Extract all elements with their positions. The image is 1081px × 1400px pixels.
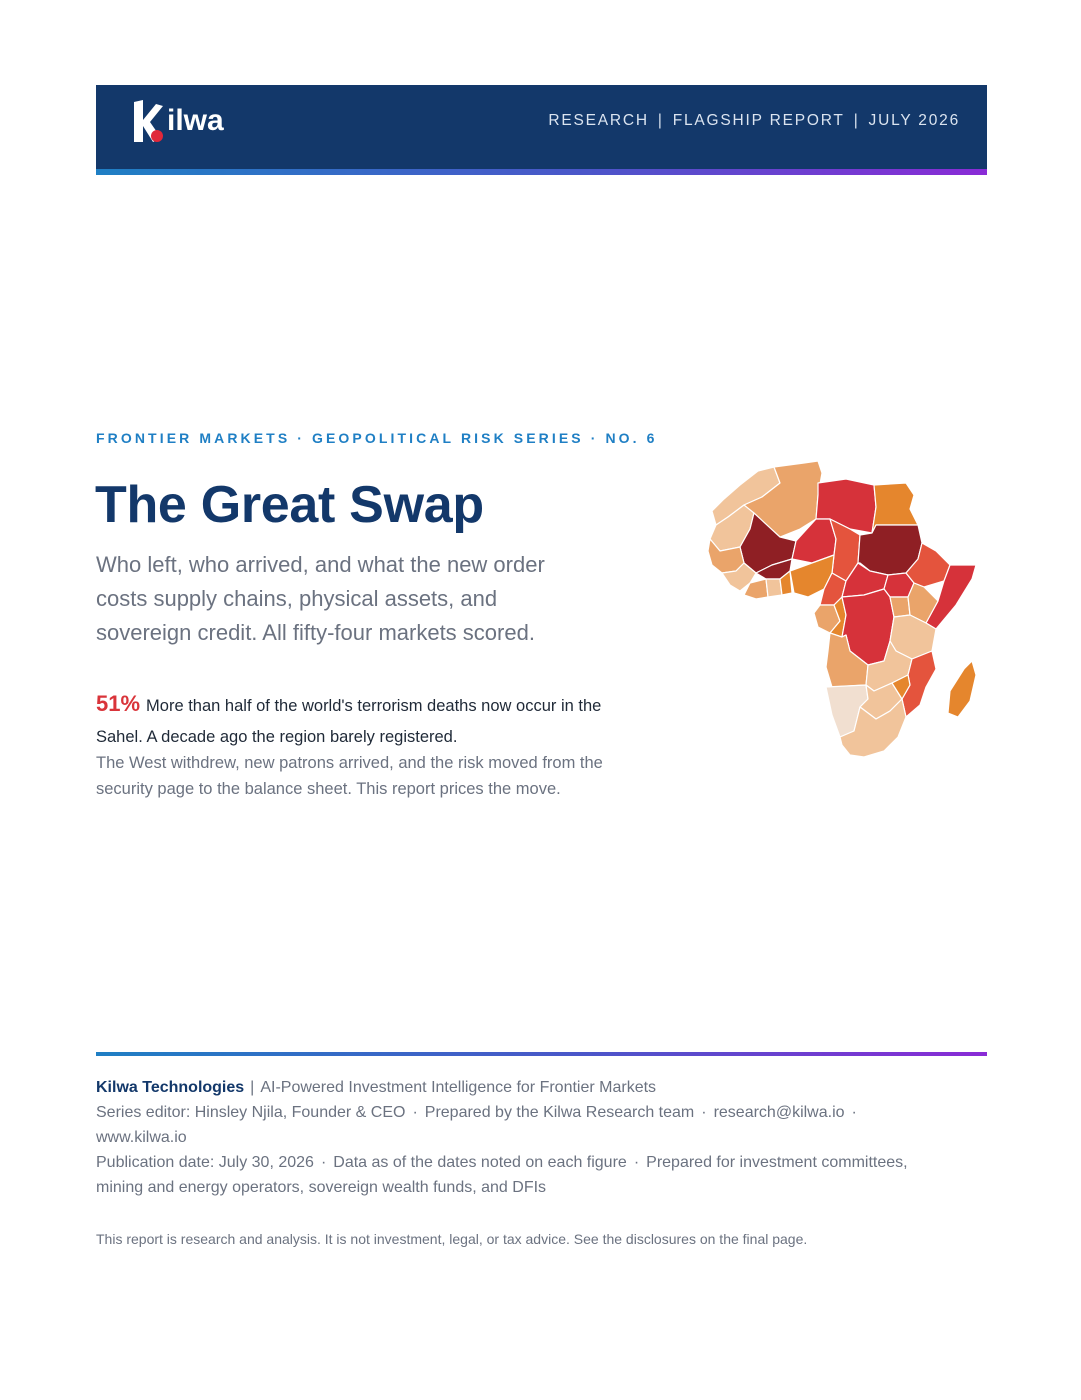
series-editor: Series editor: Hinsley Njila, Founder & CEO <box>96 1104 406 1121</box>
org-name: Kilwa Technologies <box>96 1079 245 1096</box>
publication-date: Publication date: July 30, 2026 <box>96 1154 314 1171</box>
footer-separator: · <box>320 1154 327 1171</box>
kilwa-logo[interactable] <box>130 98 224 144</box>
footer-org-line <box>96 1075 956 1100</box>
footer-separator: | <box>250 1079 255 1096</box>
prepared-by: Prepared by the Kilwa Research team <box>424 1104 695 1121</box>
footer-accent-rule <box>96 1052 987 1056</box>
footer-separator: · <box>412 1104 418 1121</box>
audience-note: Prepared for investment committees, mining and energy operators, sovereign wealth funds, and DFIs <box>96 1154 908 1196</box>
key-stat <box>96 688 641 753</box>
meta-separator: | <box>853 112 860 129</box>
series-kicker: FRONTIER MARKETS · GEOPOLITICAL RISK SERIES · NO. 6 <box>96 430 658 446</box>
report-header <box>96 85 987 169</box>
report-title: The Great Swap <box>95 476 484 534</box>
logo-wordmark: ilwa <box>167 104 224 137</box>
footer-separator: · <box>851 1104 857 1121</box>
contact-email-link[interactable]: research@kilwa.io <box>713 1104 845 1121</box>
header-accent-bar <box>96 169 987 175</box>
data-note: Data as of the dates noted on each figure <box>333 1154 627 1171</box>
kilwa-k-icon <box>130 98 166 144</box>
disclaimer: This report is research and analysis. It is not investment, legal, or tax advice. See the disclosures on the final page. <box>96 1231 808 1247</box>
map-region <box>948 661 976 717</box>
website-link[interactable]: www.kilwa.io <box>96 1129 187 1146</box>
meta-date: JULY 2026 <box>868 112 960 129</box>
report-subtitle: Who left, who arrived, and what the new order costs supply chains, physical assets, and sovereign credit. All fifty-four markets scored. <box>96 552 545 645</box>
meta-separator: | <box>657 112 664 129</box>
header-meta <box>548 112 960 130</box>
stat-value: 51% <box>96 691 141 716</box>
africa-risk-map <box>700 455 985 765</box>
stat-text: More than half of the world's terrorism deaths now occur in the Sahel. A decade ago the region barely registered. <box>96 697 602 746</box>
map-region <box>766 579 782 597</box>
footer-separator: · <box>701 1104 707 1121</box>
report-footer <box>96 1075 956 1200</box>
meta-report-type: FLAGSHIP REPORT <box>672 112 845 129</box>
meta-research: RESEARCH <box>548 112 649 129</box>
map-region <box>890 597 910 617</box>
org-tagline: AI-Powered Investment Intelligence for Frontier Markets <box>260 1079 657 1096</box>
footer-credits-line <box>96 1100 956 1150</box>
footer-publication-line <box>96 1150 956 1200</box>
footer-separator: · <box>633 1154 640 1171</box>
intro-body: The West withdrew, new patrons arrived, and the risk moved from the security page to the balance sheet. This report prices the move. <box>96 754 603 798</box>
